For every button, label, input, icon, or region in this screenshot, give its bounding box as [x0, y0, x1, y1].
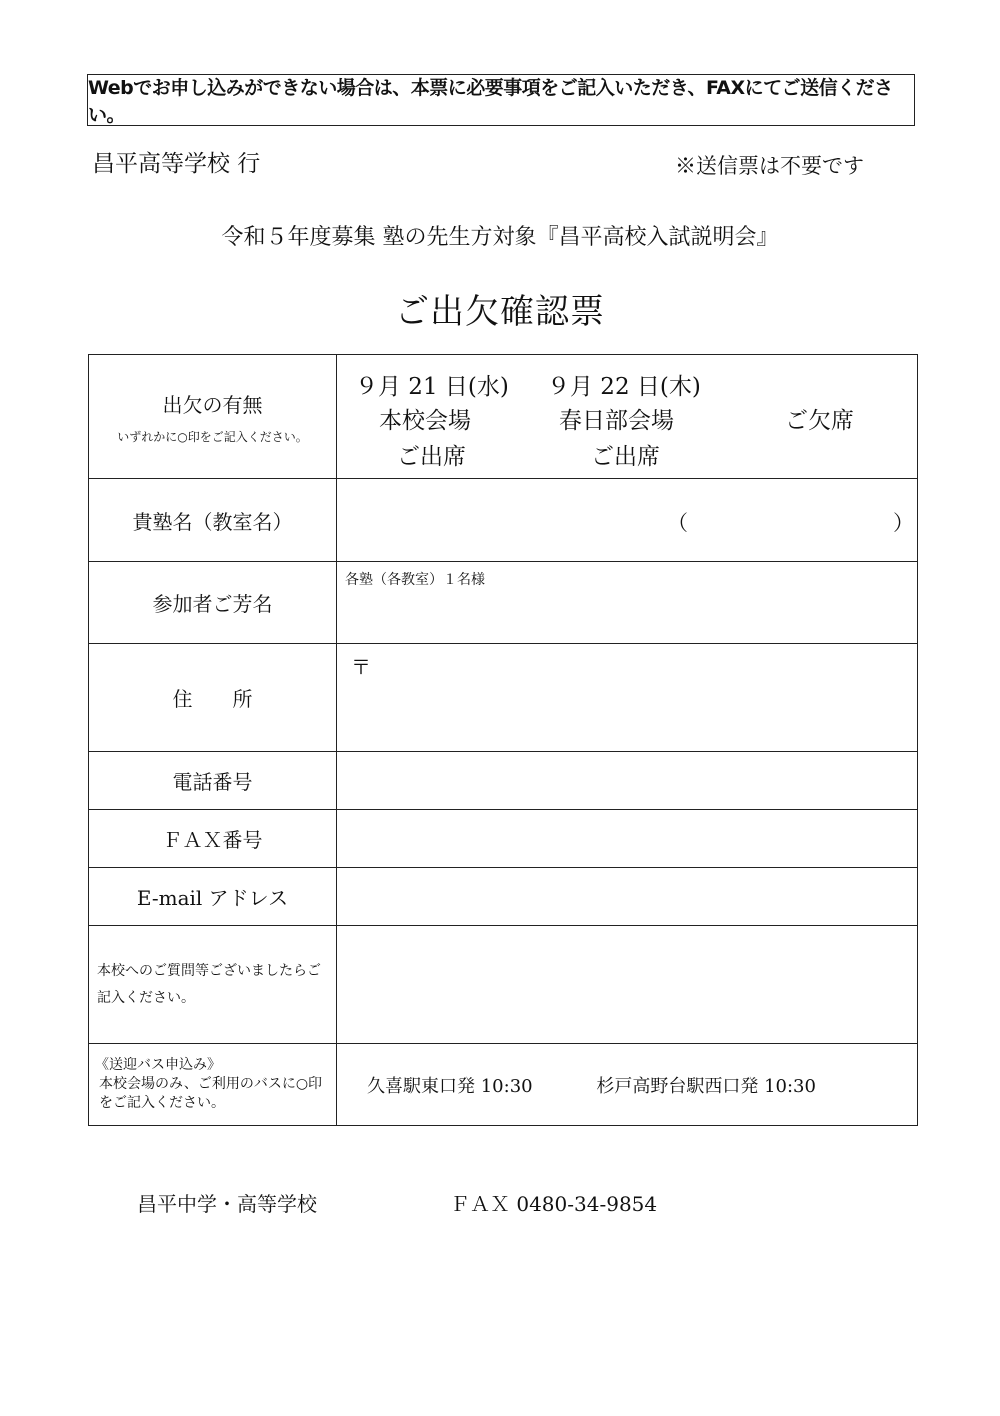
fax-label: ＦＡＸ番号 — [89, 810, 337, 868]
bus-option-kuki[interactable]: 久喜駅東口発 10:30 — [367, 1075, 533, 1097]
phone-field[interactable] — [337, 752, 918, 810]
attend-option-1[interactable]: ご出席 — [397, 443, 466, 470]
notice-banner: Webでお申し込みができない場合は、本票に必要事項をご記入いただき、FAXにてご送信ください。 — [87, 74, 915, 126]
fax-field[interactable] — [337, 810, 918, 868]
school-name-label: 貴塾名（教室名） — [89, 479, 337, 562]
attendance-label: 出欠の有無 — [162, 392, 263, 417]
bus-options-cell[interactable] — [337, 1044, 918, 1126]
email-field[interactable] — [337, 868, 918, 926]
paren-close: ） — [893, 511, 914, 535]
questions-label: 本校へのご質問等ございましたらご記入ください。 — [89, 926, 337, 1044]
bus-instruction: 本校会場のみ、ご利用のバスに○印をご記入ください。 — [99, 1076, 323, 1111]
address-label: 住 所 — [89, 644, 337, 752]
attend-option-2[interactable]: ご出席 — [591, 443, 660, 470]
cover-note: ※送信票は不要です — [675, 154, 864, 178]
participant-field[interactable] — [337, 562, 918, 644]
email-label: E-mail アドレス — [89, 868, 337, 926]
footer-school: 昌平中学・高等学校 — [137, 1192, 317, 1216]
attendance-form — [88, 354, 918, 1126]
attendance-options — [337, 356, 917, 478]
venue-option-main[interactable]: 本校会場 — [379, 407, 471, 434]
attendance-label-cell — [89, 355, 337, 479]
paren-open: （ — [667, 511, 688, 535]
phone-label: 電話番号 — [89, 752, 337, 810]
form-title: ご出欠確認票 — [395, 292, 605, 332]
footer-fax: ＦＡＸ 0480-34-9854 — [450, 1192, 658, 1216]
attendance-instruction: いずれかに○印をご記入ください。 — [117, 429, 308, 444]
absent-option[interactable]: ご欠席 — [785, 407, 854, 434]
bus-option-sugito[interactable]: 杉戸高野台駅西口発 10:30 — [596, 1075, 816, 1097]
date-option-1[interactable]: ９月 21 日(水) — [355, 373, 509, 400]
venue-option-kasukabe[interactable]: 春日部会場 — [559, 407, 674, 434]
bus-heading: 《送迎バス申込み》 — [95, 1057, 221, 1074]
participant-note: 各塾（各教室）１名様 — [345, 571, 485, 588]
participant-label: 参加者ご芳名 — [89, 562, 337, 644]
attendance-options-cell[interactable] — [337, 355, 918, 479]
addressee: 昌平高等学校 行 — [92, 151, 261, 177]
school-name-field[interactable] — [337, 479, 918, 562]
postal-mark: 〒 — [351, 655, 371, 679]
questions-field[interactable] — [337, 926, 918, 1044]
address-field[interactable] — [337, 644, 918, 752]
date-option-2[interactable]: ９月 22 日(木) — [547, 373, 701, 400]
bus-label-cell — [89, 1044, 337, 1126]
event-subtitle: 令和５年度募集 塾の先生方対象『昌平高校入試説明会』 — [221, 225, 779, 250]
